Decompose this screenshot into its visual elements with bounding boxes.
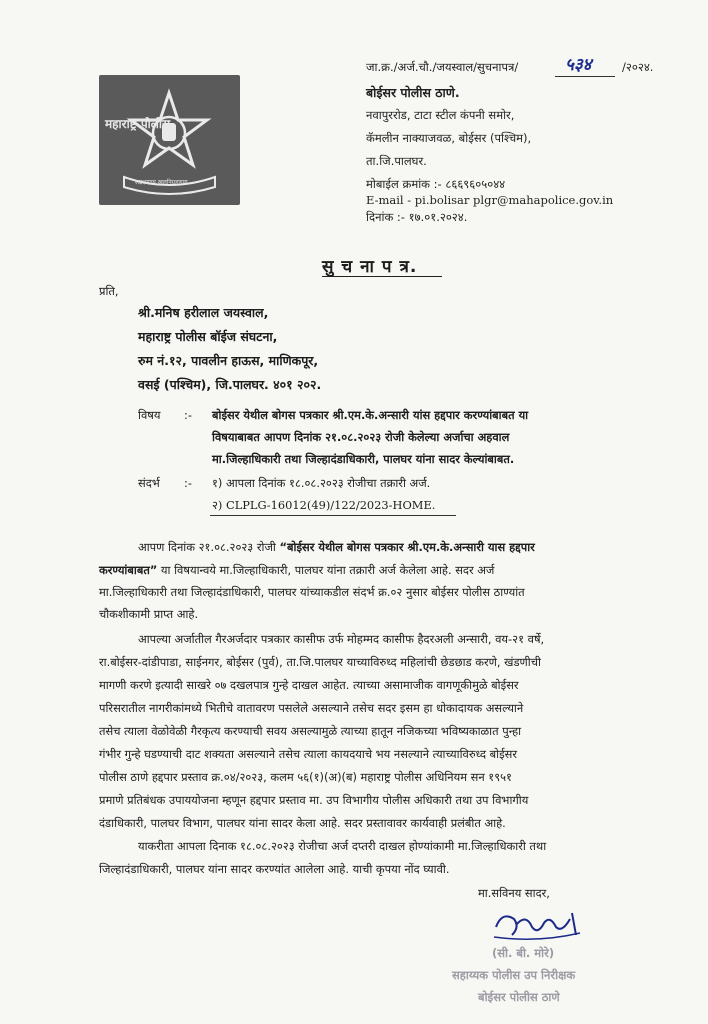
office-address-line3: ता.जि.पालघर. bbox=[366, 154, 427, 168]
para1-quoted-subject: “बोईसर येथील बोगस पत्रकार श्री.एम.के.अन्सारी यास हद्दपार bbox=[279, 540, 535, 554]
para1-text2: या विषयान्वये मा.जिल्हाधिकारी, पालघर यांना तक्रारी अर्ज केलेला आहे. सदर अर्ज bbox=[157, 563, 495, 577]
office-name: बोईसर पोलीस ठाणे. bbox=[366, 85, 460, 100]
para1-line3: मा.जिल्हाधिकारी तथा जिल्हादंडाधिकारी, पालघर यांच्याकडील संदर्भ क्र.०२ नुसार बोईसर पोलीस ठाण्यांत bbox=[99, 585, 525, 599]
para2-line9: दंडाधिकारी, पालघर विभाग, पालघर यांना सादर केला आहे. सदर प्रस्तावावर कार्यवाही प्रलंबीत आहे. bbox=[99, 816, 506, 830]
maharashtra-police-logo bbox=[99, 75, 240, 205]
para2-line3: मागणी करणे इत्यादी साखरे ०७ दखलपात्र गुन्हे दाखल आहेत. त्याच्या असामाजीक वागणूकीमुळे बोईसर bbox=[99, 678, 519, 692]
para2-line6: गंभीर गुन्हे घडण्याची दाट शक्यता असल्याने तसेच त्याला कायदयाचे भय नसल्याने त्याच्याविरुध्द बोईसर bbox=[99, 747, 518, 761]
para1-quoted-end: करण्यांबाबत” bbox=[99, 563, 158, 577]
reference-item2: २) CLPLG-16012(49)/122/2023-HOME. bbox=[212, 498, 436, 512]
signature-scribble-icon bbox=[492, 905, 582, 945]
reference-separator: :- bbox=[184, 476, 192, 490]
document-title: सु च ना प त्र. bbox=[322, 257, 418, 277]
para1-line1 bbox=[138, 540, 535, 555]
para2-line8: प्रमाणे प्रतिबंधक उपाययोजना म्हणून हद्दपार प्रस्ताव मा. उप विभागीय पोलीस अधिकारी तथा उप विभागीय bbox=[99, 793, 529, 807]
signatory-name: (सी. बी. मोरे) bbox=[492, 946, 555, 960]
para1-line4: चौकशीकामी प्राप्त आहे. bbox=[99, 607, 199, 621]
reference-number-prefix: जा.क्र./अर्ज.चौ./जयस्वाल/सुचनापत्र/ bbox=[366, 60, 519, 74]
handwritten-signature bbox=[492, 905, 582, 950]
reference-underline bbox=[555, 76, 615, 77]
para1-line2 bbox=[99, 563, 494, 578]
para2-line1: आपल्या अर्जातील गैरअर्जदार पत्रकार कासीफ उर्फ मोहम्मद कासीफ हैदरअली अन्सारी, वय-२१ वर्षे, bbox=[138, 632, 545, 646]
reference-number: ५३४ bbox=[565, 55, 592, 75]
signatory-designation: सहाय्यक पोलीस उप निरीक्षक bbox=[452, 968, 576, 982]
recipient-prefix: प्रति, bbox=[99, 284, 119, 298]
para2-line4: परिसरातील नागरीकांमध्ये भितीचे वातावरण पसलेले असल्याने तसेच सदर इसम हा धोकादायक असल्याने bbox=[99, 701, 524, 715]
title-underline bbox=[322, 276, 442, 277]
subject-line1: बोईसर येथील बोगस पत्रकार श्री.एम.के.अन्सारी यांस हद्दपार करण्यांबाबत या bbox=[212, 408, 529, 422]
para3-line2: जिल्हादंडाधिकारी, पालघर यांना सादर करण्यांत आलेला आहे. याची कृपया नोंद घ्यावी. bbox=[99, 862, 450, 876]
recipient-name: श्री.मनिष हरीलाल जयस्वाल, bbox=[138, 305, 269, 320]
para2-line5: तसेच त्याला वेळोवेळी गैरकृत्य करण्याची सवय असल्यामुळे त्याच्या हातून नजिकच्या भविष्यकाळात पुन्हा bbox=[99, 724, 522, 738]
para2-line2: रा.बोईसर-दांडीपाडा, साईनगर, बोईसर (पुर्व), ता.जि.पालघर याच्याविरुध्द महिलांची छेडछाड करणे, खंडणीची bbox=[99, 655, 541, 669]
subject-line2: विषयाबाबत आपण दिनांक २१.०८.२०२३ रोजी केलेल्या अर्जाचा अहवाल bbox=[212, 430, 510, 444]
para1-text: आपण दिनांक २१.०८.२०२३ रोजी bbox=[138, 540, 280, 554]
subject-label: विषय bbox=[138, 408, 161, 422]
recipient-address2: वसई (पश्चिम), जि.पालघर. ४०१ २०२. bbox=[138, 377, 322, 392]
para3-line1: याकरीता आपला दिनाक १८.०८.२०२३ रोजीचा अर्ज दप्तरी दाखल होण्यांकामी मा.जिल्हाधिकारी तथा bbox=[138, 839, 547, 853]
signatory-station: बोईसर पोलीस ठाणे bbox=[478, 990, 560, 1004]
reference-label: संदर्भ bbox=[138, 476, 160, 490]
reference-year: /२०२४. bbox=[622, 60, 654, 74]
subject-separator: :- bbox=[184, 408, 192, 422]
letter-date: दिनांक :- १७.०१.२०२४. bbox=[366, 210, 468, 224]
recipient-address1: रुम नं.१२, पावलीन हाऊस, माणिकपूर, bbox=[138, 353, 319, 368]
office-address-line1: नवापुररोड, टाटा स्टील कंपनी समोर, bbox=[366, 108, 515, 122]
subject-line3: मा.जिल्हाधिकारी तथा जिल्हादंडाधिकारी, पालघर यांना सादर केल्यांबाबत. bbox=[212, 452, 515, 466]
logo-text: महाराष्ट्र पोलीस bbox=[105, 117, 171, 131]
logo-motto: सद्रक्षणाय खलनिग्रहणाय bbox=[135, 179, 188, 186]
para2-line7: पोलीस ठाणे हद्दपार प्रस्ताव क्र.०४/२०२३, कलम ५६(१)(अ)(ब) महाराष्ट्र पोलीस अधिनियम सन १९५१ bbox=[99, 770, 512, 784]
reference-item1: १) आपला दिनांक १८.०८.२०२३ रोजीचा तक्रारी अर्ज. bbox=[212, 476, 431, 490]
office-mobile: मोबाईल क्रमांक :- ८६६९६०५०४४ bbox=[366, 177, 506, 191]
reference-underline-bottom bbox=[210, 515, 456, 516]
closing-text: मा.सविनय सादर, bbox=[478, 886, 550, 900]
office-address-line2: कॅमलीन नाक्याजवळ, बोईसर (पश्चिम), bbox=[366, 131, 532, 145]
recipient-org: महाराष्ट्र पोलीस बॉईज संघटना, bbox=[138, 329, 278, 344]
office-email: E-mail - pi.bolisar plgr@mahapolice.gov.in bbox=[366, 193, 614, 207]
